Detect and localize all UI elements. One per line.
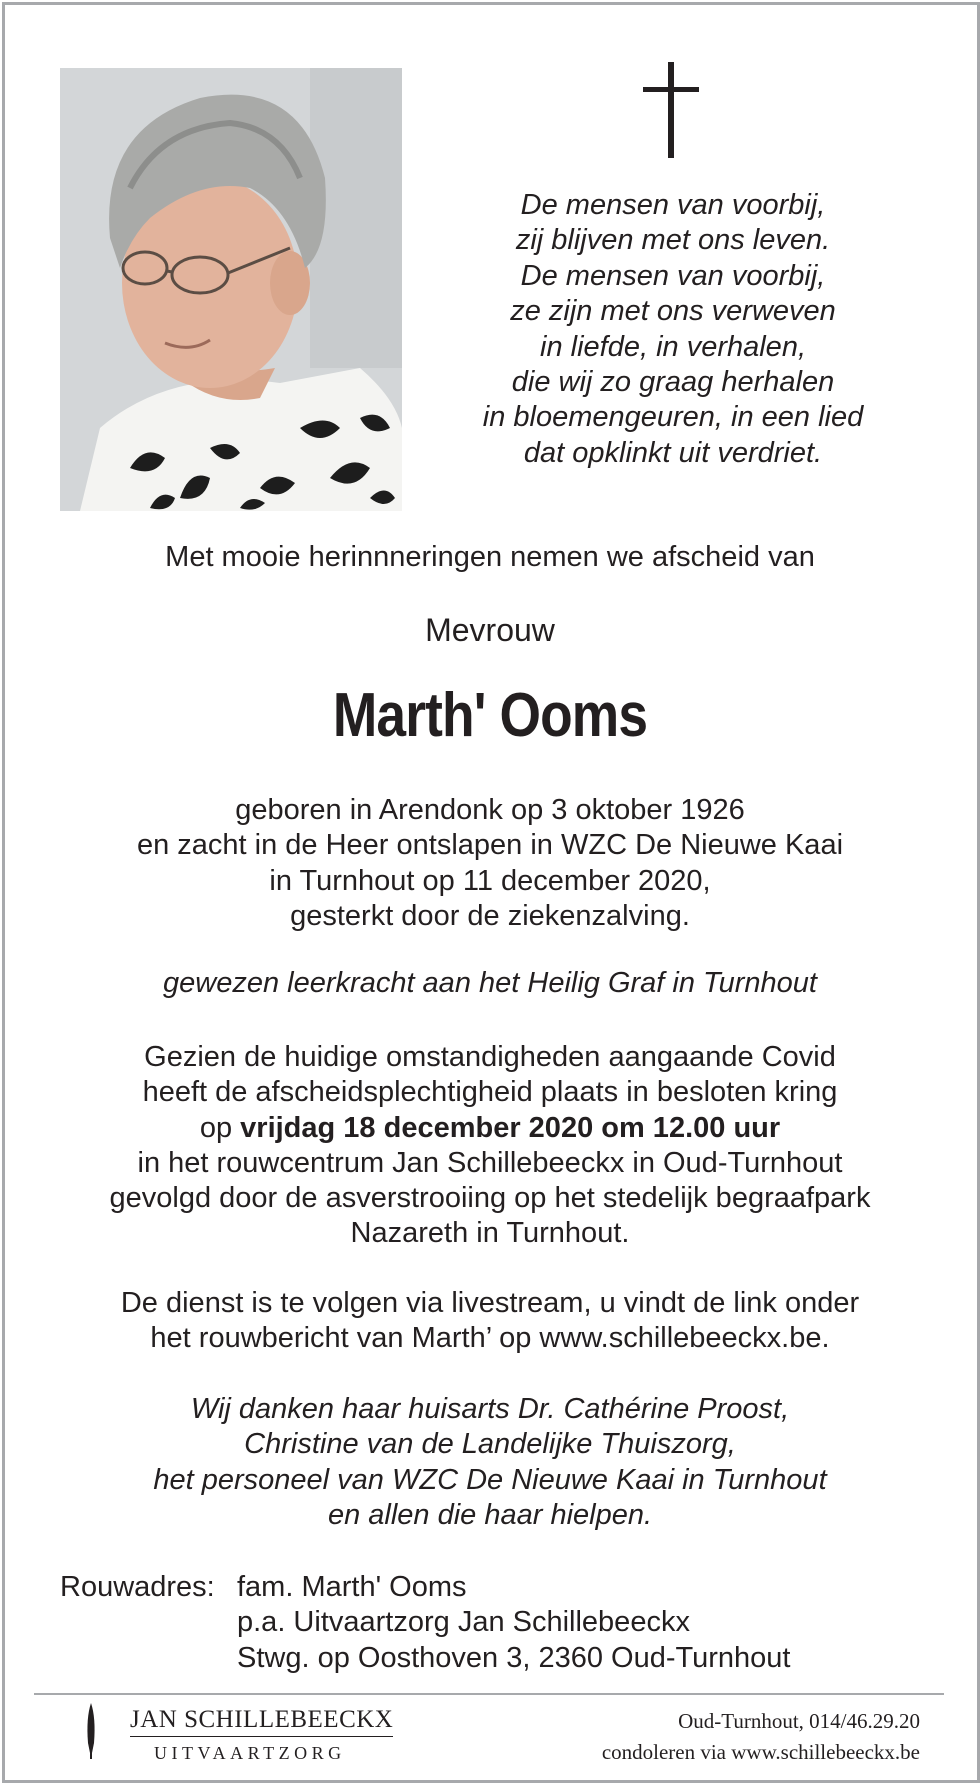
- service-date-prefix: op: [199, 1111, 241, 1144]
- poem-line: in liefde, in verhalen,: [540, 330, 806, 363]
- service-line: Nazareth in Turnhout.: [350, 1217, 630, 1250]
- livestream-info: [0, 1286, 980, 1357]
- funeral-home-logo-name: JAN SCHILLEBEECKX: [130, 1706, 393, 1737]
- thanks-line: Wij danken haar huisarts Dr. Cathérine Proost,: [190, 1393, 790, 1425]
- birth-death-details: [0, 793, 980, 934]
- poem-line: in bloemengeuren, in een lied: [482, 401, 864, 434]
- service-details: [0, 1040, 980, 1252]
- acknowledgements: [0, 1392, 980, 1533]
- cross-icon: [643, 62, 699, 158]
- contact-phone: Oud-Turnhout, 014/46.29.20: [678, 1709, 920, 1733]
- thanks-line: en allen die haar hielpen.: [327, 1498, 653, 1531]
- mourning-address: [60, 1570, 791, 1676]
- poem-line: De mensen van voorbij,: [520, 189, 826, 221]
- livestream-line: De dienst is te volgen via livestream, u vindt de link onder: [120, 1287, 860, 1319]
- detail-line: gesterkt door de ziekenzalving.: [290, 899, 690, 932]
- service-line: gevolgd door de asverstrooiing op het stedelijk begraafpark: [109, 1182, 871, 1215]
- footer-divider: [34, 1693, 944, 1695]
- service-line: in het rouwcentrum Jan Schillebeeckx in Oud-Turnhout: [137, 1146, 843, 1179]
- service-line: Gezien de huidige omstandigheden aangaande Covid: [144, 1041, 836, 1073]
- intro-text: Met mooie herinnneringen nemen we afscheid van: [165, 541, 815, 573]
- service-date: vrijdag 18 december 2020 om 12.00 uur: [240, 1111, 781, 1144]
- thanks-line: het personeel van WZC De Nieuwe Kaai in Turnhout: [153, 1463, 827, 1496]
- funeral-home-logo-subtitle: UITVAARTZORG: [154, 1743, 346, 1763]
- poem-line: die wij zo graag herhalen: [511, 366, 835, 399]
- address-label: Rouwadres:: [60, 1571, 215, 1603]
- service-line: heeft de afscheidsplechtigheid plaats in besloten kring: [142, 1076, 838, 1109]
- poem-line: De mensen van voorbij,: [520, 259, 826, 292]
- funeral-home-contact: [602, 1706, 920, 1768]
- detail-line: geboren in Arendonk op 3 oktober 1926: [235, 794, 745, 826]
- portrait-photo: [60, 68, 402, 511]
- detail-line: in Turnhout op 11 december 2020,: [269, 864, 711, 897]
- poem-line: zij blijven met ons leven.: [515, 224, 831, 257]
- address-line: Stwg. op Oosthoven 3, 2360 Oud-Turnhout: [237, 1641, 791, 1674]
- address-line: p.a. Uitvaartzorg Jan Schillebeeckx: [237, 1606, 690, 1639]
- poem-line: ze zijn met ons verweven: [510, 295, 836, 328]
- deceased-name: Marth' Ooms: [332, 681, 648, 750]
- poem-line: dat opklinkt uit verdriet.: [523, 436, 823, 469]
- thanks-line: Christine van de Landelijke Thuiszorg,: [244, 1428, 736, 1461]
- detail-line: en zacht in de Heer ontslapen in WZC De Nieuwe Kaai: [136, 829, 844, 862]
- former-occupation: gewezen leerkracht aan het Heilig Graf in Turnhout: [163, 967, 817, 999]
- honorific: Mevrouw: [425, 612, 555, 648]
- cypress-tree-icon: [84, 1703, 98, 1759]
- contact-website[interactable]: condoleren via www.schillebeeckx.be: [601, 1740, 920, 1764]
- livestream-line: het rouwbericht van Marth’ op www.schillebeeckx.be.: [150, 1322, 830, 1355]
- address-line: fam. Marth' Ooms: [237, 1571, 467, 1603]
- poem: [440, 188, 906, 471]
- service-line: [0, 1111, 980, 1146]
